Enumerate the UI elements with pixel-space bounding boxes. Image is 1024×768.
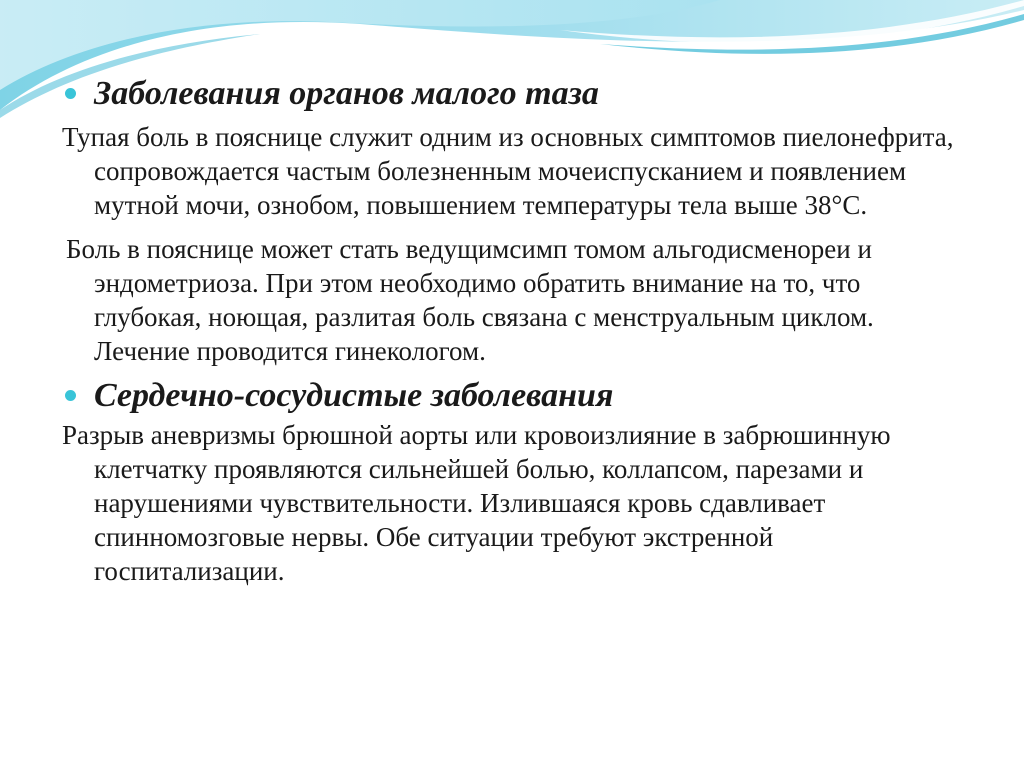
paragraph-endometriosis: Боль в пояснице может стать ведущимсимп томом альгодисменореи и эндометриоза. При этом необходимо обратить внимание на то, что глубокая, ноющая, разлитая боль связана с менструальным циклом. Лечение проводится гинекологом.: [66, 234, 874, 366]
paragraph-pyelonephritis: Тупая боль в пояснице служит одним из основных симптомов пиелонефрита, сопровождается частым болезненным мочеиспусканием и появлением мутной мочи, ознобом, повышением температуры тела выше 38°С.: [62, 122, 954, 220]
bullet-icon: [65, 390, 76, 401]
slide-content: [62, 74, 962, 588]
section-heading-text: Сердечно-сосудистые заболевания: [94, 377, 614, 414]
section-heading-text: Заболевания органов малого таза: [94, 75, 599, 112]
paragraph-aneurysm: Разрыв аневризмы брюшной аорты или кровоизлияние в забрюшинную клетчатку проявляются сильнейшей болью, коллапсом, парезами и нарушениями чувствительности. Излившаяся кровь сдавливает спинномозговые нервы. Обе ситуации требуют экстренной госпитализации.: [62, 420, 891, 586]
section-heading-cardiovascular: [62, 376, 962, 416]
section-heading-pelvic: [62, 74, 962, 114]
bullet-icon: [65, 88, 76, 99]
